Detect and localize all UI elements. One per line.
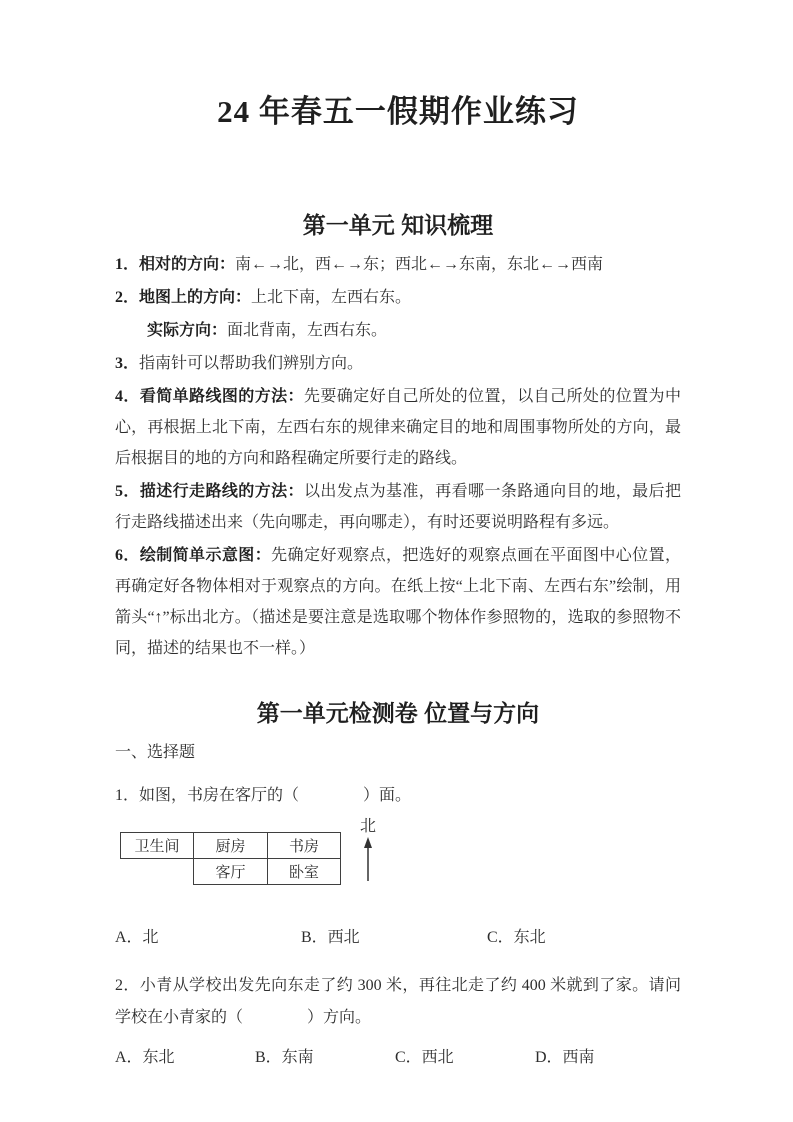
item-text: 面北背南，左西右东。 <box>227 322 388 339</box>
test-section-heading: 第一单元检测卷 位置与方向 <box>256 700 540 726</box>
item-label: 地图上的方向： <box>139 289 252 306</box>
option-b: B．东南 <box>255 1049 314 1066</box>
question-1-figure <box>115 816 681 890</box>
question-2-text: 2．小青从学校出发先向东走了约 300 米，再往北走了约 400 米就到了家。请问学校在小青家的（ ）方向。 <box>115 977 681 1026</box>
knowledge-section-heading: 第一单元 知识梳理 <box>302 212 494 238</box>
knowledge-item-6 <box>115 540 681 664</box>
north-indicator <box>360 818 376 881</box>
item-label: 看简单路线图的方法： <box>139 388 304 405</box>
item-label: 绘制简单示意图： <box>139 547 272 564</box>
knowledge-item-2 <box>115 282 681 313</box>
floorplan-row-1 <box>121 833 341 859</box>
option-d: D．西南 <box>535 1049 595 1066</box>
item-label: 相对的方向： <box>139 256 236 273</box>
floorplan-cell-empty <box>121 859 194 885</box>
floorplan-table <box>120 832 341 885</box>
floorplan-cell-livingroom: 客厅 <box>194 859 268 885</box>
item-label: 描述行走路线的方法： <box>139 483 304 500</box>
item-text: 上北下南，左西右东。 <box>251 289 412 306</box>
knowledge-item-5 <box>115 476 681 538</box>
option-c: C．东北 <box>487 929 546 946</box>
item-number: 4． <box>115 388 140 405</box>
item-label: 实际方向： <box>147 322 228 339</box>
item-number: 1． <box>115 256 140 273</box>
question-1-text: 1．如图，书房在客厅的（ ）面。 <box>115 787 412 804</box>
option-b: B．西北 <box>301 929 360 946</box>
knowledge-item-1 <box>115 249 681 280</box>
choice-section-label: 一、选择题 <box>115 744 196 761</box>
item-number: 3． <box>115 355 140 372</box>
item-text: 南←→北，西←→东；西北←→东南，东北←→西南 <box>235 256 604 273</box>
item-text: 先要确定好自己所处的位置，以自己所处的位置为中心，再根据上北下南，左西右东的规律来确定目的地和周围事物所处的方向，最后根据目的地的方向和路程确定所要行走的路线。 <box>115 388 681 467</box>
floorplan-row-2 <box>121 859 341 885</box>
question-1-options <box>115 922 681 954</box>
floorplan-cell-bathroom: 卫生间 <box>121 833 194 859</box>
north-arrow-icon <box>361 837 375 881</box>
item-text: 以出发点为基准，再看哪一条路通向目的地，最后把行走路线描述出来（先向哪走，再向哪走），有时还要说明路程有多远。 <box>115 483 681 531</box>
question-2-options <box>115 1042 681 1074</box>
floorplan-cell-bedroom: 卧室 <box>268 859 341 885</box>
item-number: 2． <box>115 289 140 306</box>
item-text: 指南针可以帮助我们辨别方向。 <box>139 355 364 372</box>
item-number: 5． <box>115 483 140 500</box>
document-title: 24 年春五一假期作业练习 <box>217 94 579 129</box>
item-number: 6． <box>115 547 140 564</box>
item-text: 先确定好观察点，把选好的观察点画在平面图中心位置，再确定好各物体相对于观察点的方向。在纸上按“上北下南、左西右东”绘制，用箭头“↑”标出北方。（描述是要注意是选取哪个物体作参照物的，选取的参照物不同，描述的结果也不一样。） <box>115 547 681 657</box>
option-a: A．东北 <box>115 1049 175 1066</box>
knowledge-item-3 <box>115 348 681 379</box>
floorplan-cell-kitchen: 厨房 <box>194 833 268 859</box>
knowledge-list <box>115 249 681 664</box>
knowledge-item-4 <box>115 381 681 474</box>
knowledge-item-2-sub <box>147 315 681 346</box>
option-c: C．西北 <box>395 1049 454 1066</box>
option-a: A．北 <box>115 929 159 946</box>
floorplan-cell-study: 书房 <box>268 833 341 859</box>
north-label: 北 <box>360 818 377 835</box>
